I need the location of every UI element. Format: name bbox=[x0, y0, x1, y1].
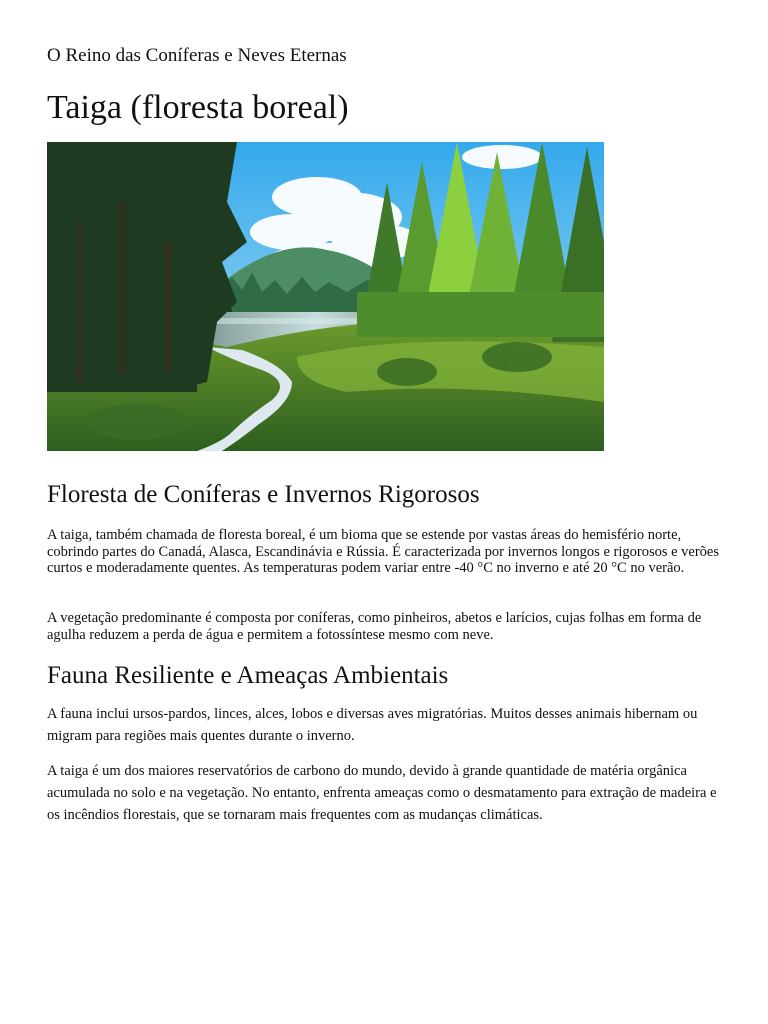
taiga-forest-photo bbox=[47, 142, 604, 451]
taiga-forest-illustration bbox=[47, 142, 604, 451]
paragraph-threats: A taiga é um dos maiores reservatórios de carbono do mundo, devido à grande quantidade de matéria orgânica acumulada no solo e na vegetação. No entanto, enfrenta ameaças como o desmatamento para extração de madeira e os incêndios florestais, que se tornaram mais frequentes com as mudanças climáticas. bbox=[47, 763, 717, 823]
page-title: Taiga (floresta boreal) bbox=[47, 89, 349, 126]
paragraph-taiga-intro: A taiga, também chamada de floresta boreal, é um bioma que se estende por vastas áreas do hemisfério norte, cobrindo partes do Canadá, Alasca, Escandinávia e Rússia. É caracterizada por invernos longos e rigorosos e verões curtos e moderadamente quentes. As temperaturas podem variar entre -40 °C no inverno e até 20 °C no verão. bbox=[47, 527, 720, 576]
paragraph-fauna: A fauna inclui ursos-pardos, linces, alces, lobos e diversas aves migratórias. Muitos desses animais hibernam ou migram para regiões mais quentes durante o inverno. bbox=[47, 706, 698, 744]
section-heading-fauna: Fauna Resiliente e Ameaças Ambientais bbox=[47, 662, 449, 689]
paragraph-vegetation: A vegetação predominante é composta por coníferas, como pinheiros, abetos e larícios, cujas folhas em forma de agulha reduzem a perda de água e permitem a fotossíntese mesmo com neve. bbox=[47, 610, 702, 643]
kicker-text: O Reino das Coníferas e Neves Eternas bbox=[47, 45, 347, 66]
section-heading-conifers: Floresta de Coníferas e Invernos Rigorosos bbox=[47, 481, 480, 508]
